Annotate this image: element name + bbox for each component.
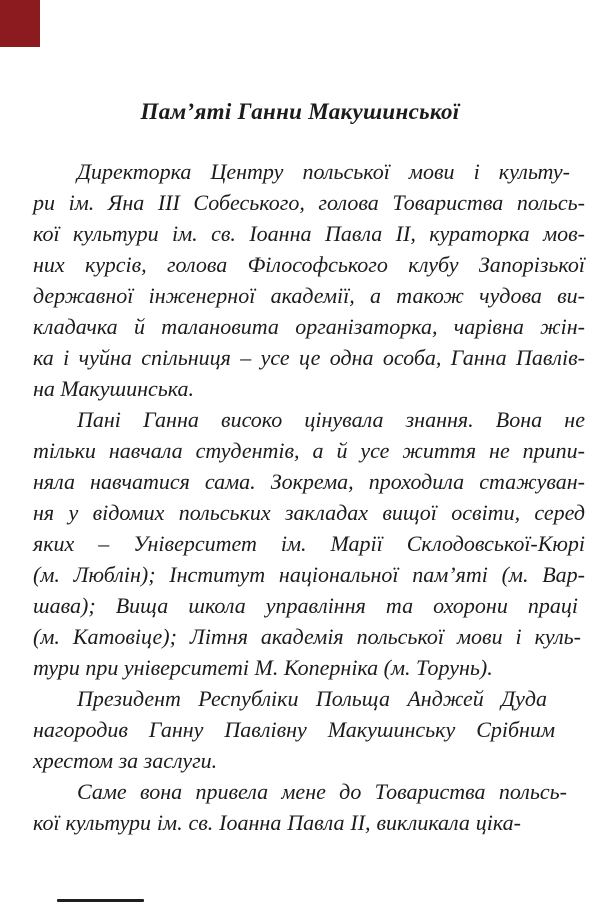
red-corner-scan-mark — [0, 0, 40, 47]
text-line: нагородив Ганну Павлівну Макушинську Срібним — [33, 717, 555, 742]
text-line: ри ім. Яна III Собеського, голова Товариства польсь- — [33, 190, 585, 215]
text-line: Президент Республіки Польща Анджей Дуда — [77, 686, 547, 711]
text-line: на Макушинська. — [33, 376, 195, 401]
text-line: Саме вона привела мене до Товариства польсь- — [77, 779, 567, 804]
footer-rule-artifact — [57, 899, 144, 902]
text-line: них курсів, голова Філософського клубу Запорізької — [33, 252, 585, 277]
text-line: ня у відомих польських закладах вищої освіти, серед — [33, 500, 585, 525]
text-line: (м. Люблін); Інститут національної пам’яті (м. Вар- — [33, 562, 585, 587]
text-line: Директорка Центру польської мови і культу- — [77, 159, 570, 184]
text-line: ка і чуйна спільниця – усе це одна особа, Ганна Павлів- — [33, 345, 585, 370]
text-line: кої культури ім. св. Іоанна Павла II, викликала ціка- — [33, 810, 521, 835]
body-text — [33, 156, 585, 838]
page-title: Пам’яті Ганни Макушинської — [140, 99, 460, 124]
text-line: шава); Вища школа управління та охорони праці — [33, 593, 578, 618]
text-line: кої культури ім. св. Іоанна Павла II, кураторка мов- — [33, 221, 585, 246]
text-line: няла навчатися сама. Зокрема, проходила стажуван- — [33, 469, 585, 494]
text-line: Пані Ганна високо цінувала знання. Вона не — [77, 407, 585, 432]
text-line: державної інженерної академії, а також чудова ви- — [33, 283, 585, 308]
text-line: яких – Університет ім. Марії Склодовської-Кюрі — [33, 531, 585, 556]
text-line: тури при університеті М. Коперніка (м. Торунь). — [33, 655, 493, 680]
text-line: (м. Катовіце); Літня академія польської мови і куль- — [33, 624, 581, 649]
text-line: тільки навчала студентів, а й усе життя не припи- — [33, 438, 585, 463]
text-line: хрестом за заслуги. — [33, 748, 218, 773]
text-line: кладачка й талановита організаторка, чарівна жін- — [33, 314, 585, 339]
